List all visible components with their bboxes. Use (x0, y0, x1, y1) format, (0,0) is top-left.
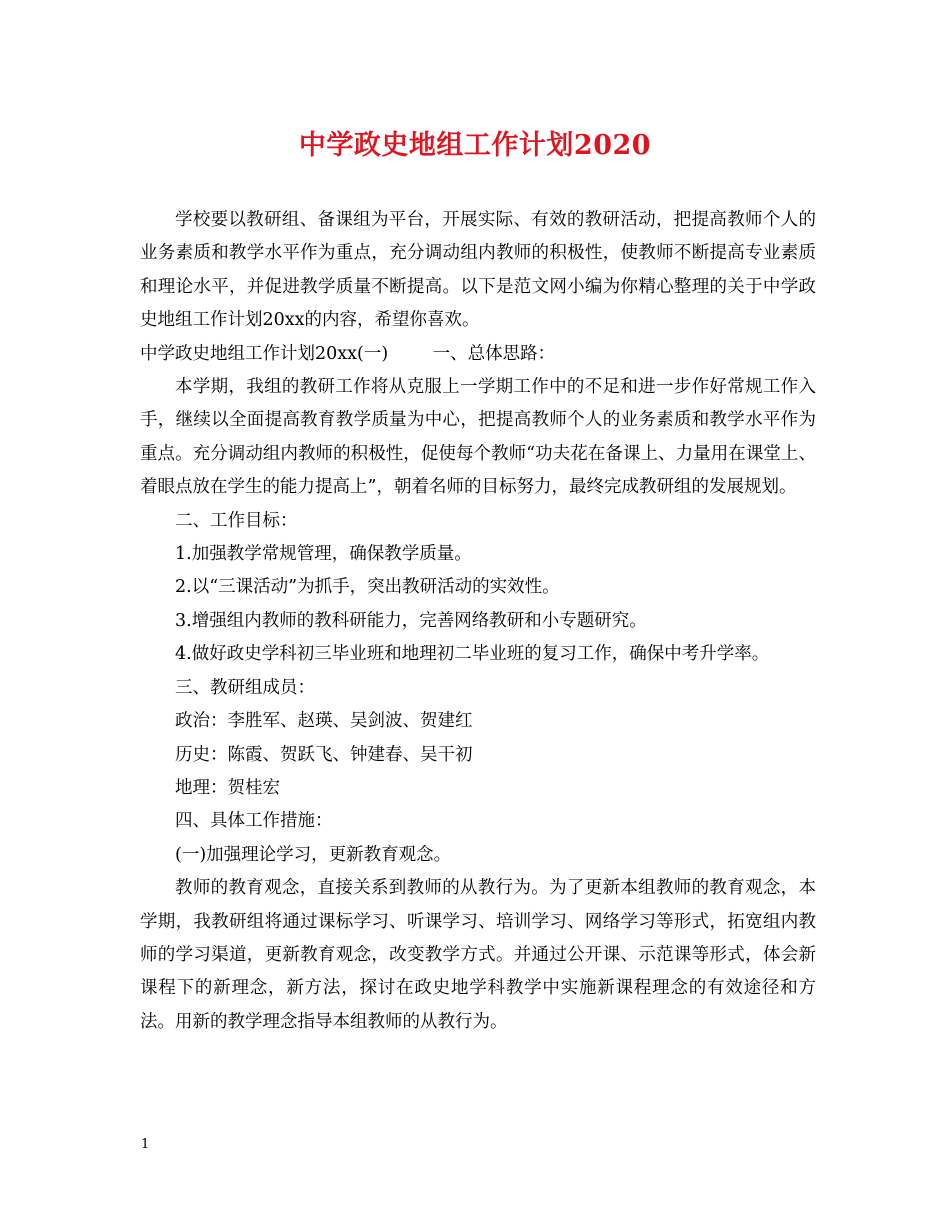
measure-paragraph: 教师的教育观念，直接关系到教师的从教行为。为了更新本组教师的教育观念，本学期，我教研组将通过课标学习、听课学习、培训学习、网络学习等形式，拓宽组内教师的学习渠道，更新教育观念，改变教学方式。并通过公开课、示范课等形式，体会新课程下的新理念，新方法，探讨在政史地学科教学中实施新课程理念的有效途径和方法。用新的教学理念指导本组教师的从教行为。 (140, 878, 816, 1032)
measure-subheading: (一)加强理论学习，更新教育观念。 (175, 844, 452, 865)
goal-item: 4.做好政史学科初三毕业班和地理初二毕业班的复习工作，确保中考升学率。 (175, 644, 770, 665)
member-list-item: 政治：李胜军、赵瑛、吴剑波、贺建红 (175, 711, 473, 732)
measures-heading: 四、具体工作措施： (175, 811, 333, 832)
page-number: 1 (141, 1137, 150, 1152)
goal-item: 2.以“三课活动”为抓手，突出教研活动的实效性。 (175, 577, 560, 598)
document-body (140, 204, 816, 1039)
intro-paragraph: 学校要以教研组、备课组为平台，开展实际、有效的教研活动，把提高教师个人的业务素质和教学水平作为重点，充分调动组内教师的积极性，使教师不断提高专业素质和理论水平，并促进教学质量不断提高。以下是范文网小编为你精心整理的关于中学政史地组工作计划20xx的内容，希望你喜欢。 (140, 210, 816, 331)
plan-section-heading: 中学政史地组工作计划20xx(一) 一、总体思路： (140, 343, 556, 364)
goal-item: 3.增强组内教师的教科研能力，完善网络教研和小专题研究。 (175, 610, 647, 631)
overall-idea-paragraph: 本学期，我组的教研工作将从克服上一学期工作中的不足和进一步作好常规工作入手，继续以全面提高教育教学质量为中心，把提高教师个人的业务素质和教学水平作为重点。充分调动组内教师的积极性，促使每个教师“功夫花在备课上、力量用在课堂上、着眼点放在学生的能力提高上”，朝着名师的目标努力，最终完成教研组的发展规划。 (140, 377, 816, 498)
goal-item: 1.加强教学常规管理，确保教学质量。 (175, 544, 472, 565)
member-list-item: 地理：贺桂宏 (175, 777, 280, 798)
goals-heading: 二、工作目标： (175, 510, 298, 531)
members-heading: 三、教研组成员： (175, 677, 315, 698)
document-title: 中学政史地组工作计划2020 (298, 130, 652, 161)
member-list-item: 历史：陈霞、贺跃飞、钟建春、吴干初 (175, 744, 473, 765)
